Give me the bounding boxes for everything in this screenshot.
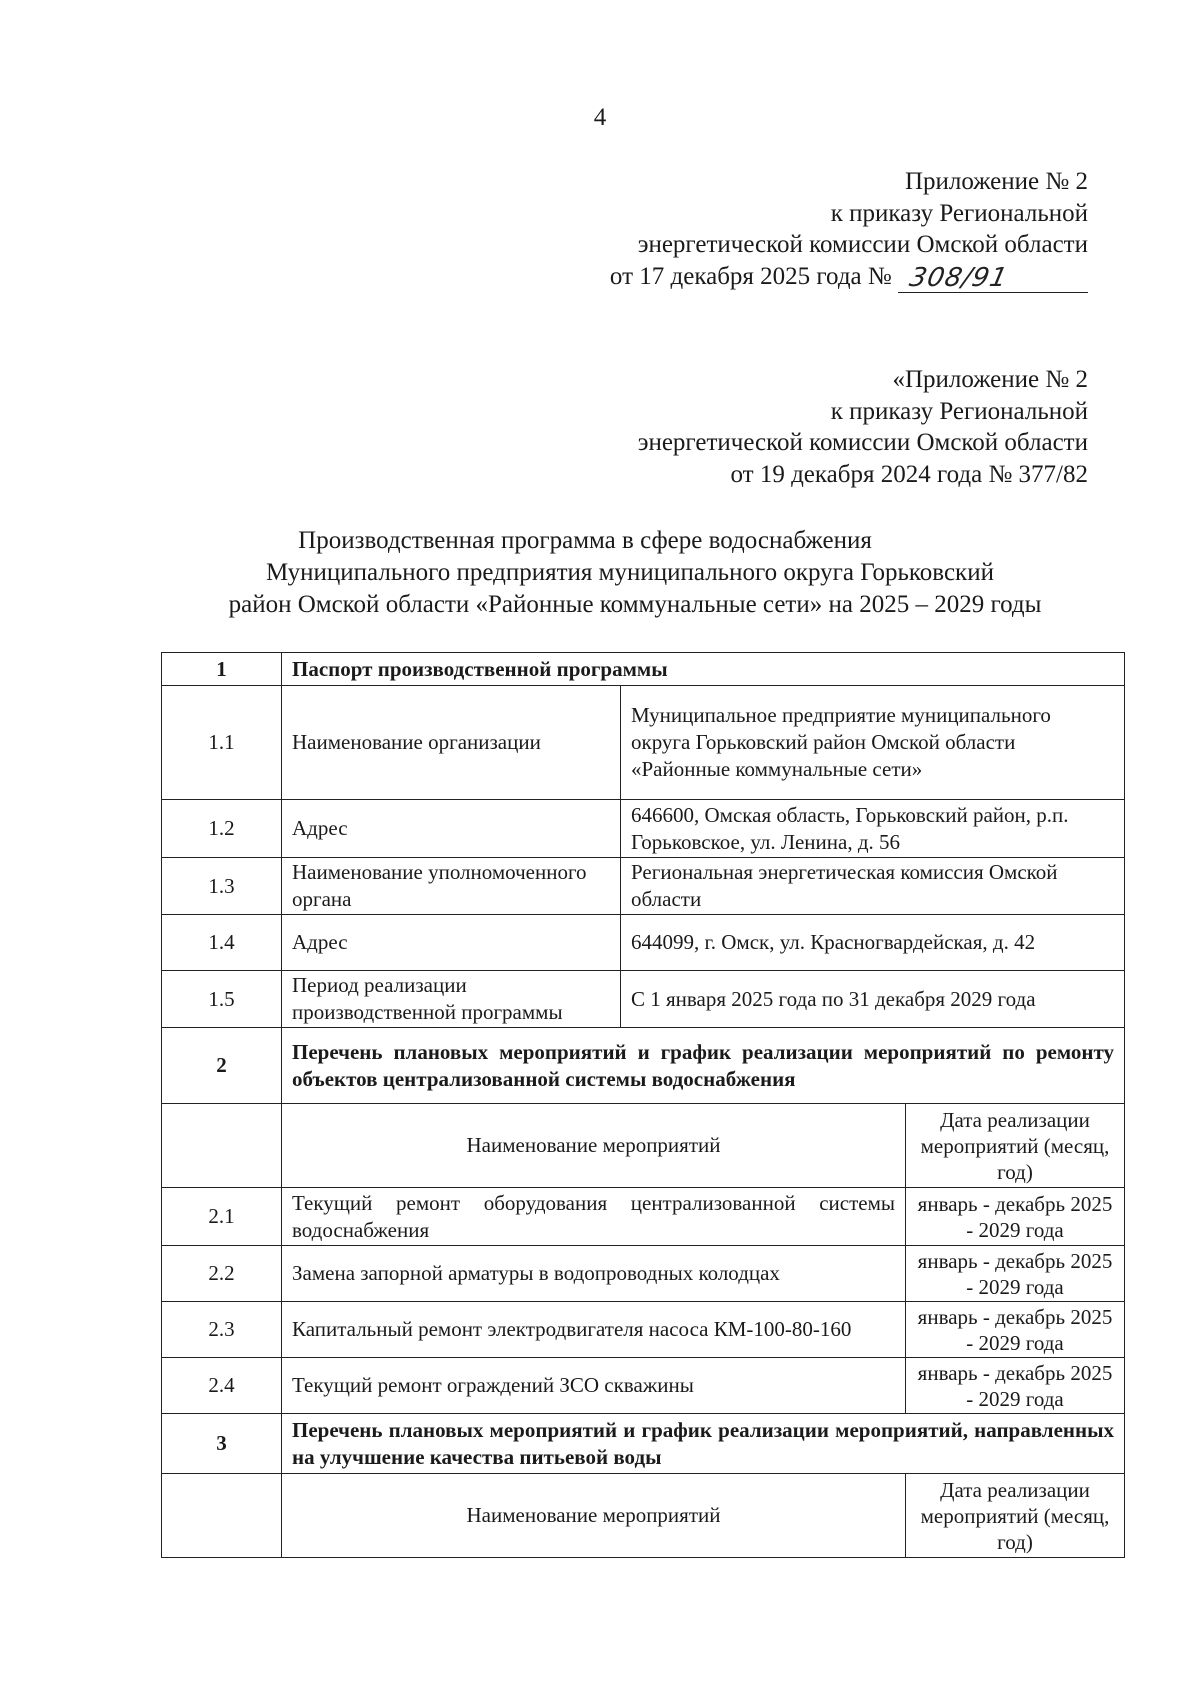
appendix-header-new — [610, 166, 1088, 292]
row-number: 1.1 — [162, 686, 282, 800]
appendix-header-old — [638, 364, 1088, 490]
row-number: 2.1 — [162, 1188, 282, 1246]
section-title: Перечень плановых мероприятий и график реализации мероприятий, направленных на улучшение качества питьевой воды — [282, 1414, 1125, 1474]
section-number: 3 — [162, 1414, 282, 1474]
old-appendix-order-ref: к приказу Региональной — [830, 397, 1088, 425]
section-title: Паспорт производственной программы — [282, 653, 1125, 686]
row-number: 1.3 — [162, 858, 282, 915]
row-label: Наименование организации — [282, 686, 621, 800]
table-row — [162, 915, 1125, 971]
row-label: Период реализации производственной программы — [282, 971, 621, 1028]
row-label: Адрес — [282, 800, 621, 858]
row-value: С 1 января 2025 года по 31 декабря 2029 года — [621, 971, 1125, 1028]
row-date: январь - декабрь 2025 - 2029 года — [906, 1246, 1125, 1302]
table-row — [162, 1246, 1125, 1302]
table-row — [162, 800, 1125, 858]
column-header-date: Дата реализации мероприятий (месяц, год) — [906, 1474, 1125, 1558]
handwritten-order-number: 308/91 — [906, 262, 1011, 293]
row-activity: Капитальный ремонт электродвигателя насоса КМ-100-80-160 — [282, 1302, 906, 1358]
row-label: Наименование уполномоченного органа — [282, 858, 621, 915]
column-header-row — [162, 1474, 1125, 1558]
order-number-field — [898, 262, 1088, 293]
row-number: 2.3 — [162, 1302, 282, 1358]
title-line-1: Производственная программа в сфере водоснабжения — [298, 527, 872, 554]
appendix-date: от 17 декабря 2025 года № — [609, 262, 892, 290]
table-row — [162, 1358, 1125, 1414]
document-title — [160, 525, 1110, 621]
row-number: 1.4 — [162, 915, 282, 971]
appendix-title: Приложение № 2 — [904, 168, 1088, 195]
section-number: 2 — [162, 1028, 282, 1104]
table-row — [162, 1302, 1125, 1358]
row-date: январь - декабрь 2025 - 2029 года — [906, 1358, 1125, 1414]
column-header-name: Наименование мероприятий — [282, 1104, 906, 1188]
table-row — [162, 971, 1125, 1028]
section-header-row — [162, 1414, 1125, 1474]
table-row — [162, 858, 1125, 915]
old-appendix-date: от 19 декабря 2024 года № 377/82 — [730, 460, 1088, 488]
empty-cell — [162, 1474, 282, 1558]
page-number: 4 — [593, 104, 607, 131]
row-activity: Текущий ремонт ограждений ЗСО скважины — [282, 1358, 906, 1414]
row-number: 2.2 — [162, 1246, 282, 1302]
section-number: 1 — [162, 653, 282, 686]
production-program-table — [161, 652, 1125, 1558]
row-label: Адрес — [282, 915, 621, 971]
table-row — [162, 686, 1125, 800]
row-number: 2.4 — [162, 1358, 282, 1414]
column-header-row — [162, 1104, 1125, 1188]
appendix-date-line — [610, 261, 1088, 293]
row-date: январь - декабрь 2025 - 2029 года — [906, 1188, 1125, 1246]
row-value: Муниципальное предприятие муниципального округа Горьковский район Омской области «Районные коммунальные сети» — [621, 686, 1125, 800]
empty-cell — [162, 1104, 282, 1188]
old-appendix-commission: энергетической комиссии Омской области — [637, 429, 1088, 456]
row-number: 1.5 — [162, 971, 282, 1028]
table-row — [162, 1188, 1125, 1246]
appendix-commission: энергетической комиссии Омской области — [637, 231, 1088, 258]
column-header-name: Наименование мероприятий — [282, 1474, 906, 1558]
old-appendix-title: «Приложение № 2 — [892, 366, 1088, 393]
row-value: 646600, Омская область, Горьковский район, р.п. Горьковское, ул. Ленина, д. 56 — [621, 800, 1125, 858]
row-number: 1.2 — [162, 800, 282, 858]
section-header-row — [162, 1028, 1125, 1104]
row-value: 644099, г. Омск, ул. Красногвардейская, д. 42 — [621, 915, 1125, 971]
row-activity: Текущий ремонт оборудования централизованной системы водоснабжения — [282, 1188, 906, 1246]
column-header-date: Дата реализации мероприятий (месяц, год) — [906, 1104, 1125, 1188]
row-date: январь - декабрь 2025 - 2029 года — [906, 1302, 1125, 1358]
section-title: Перечень плановых мероприятий и график реализации мероприятий по ремонту объектов централизованной системы водоснабжения — [282, 1028, 1125, 1104]
appendix-order-ref: к приказу Региональной — [830, 199, 1088, 227]
title-line-2: Муниципального предприятия муниципального округа Горьковский — [266, 559, 994, 586]
section-header-row — [162, 653, 1125, 686]
row-value: Региональная энергетическая комиссия Омской области — [621, 858, 1125, 915]
title-line-3: район Омской области «Районные коммунальные сети» на 2025 – 2029 годы — [228, 591, 1042, 618]
row-activity: Замена запорной арматуры в водопроводных колодцах — [282, 1246, 906, 1302]
